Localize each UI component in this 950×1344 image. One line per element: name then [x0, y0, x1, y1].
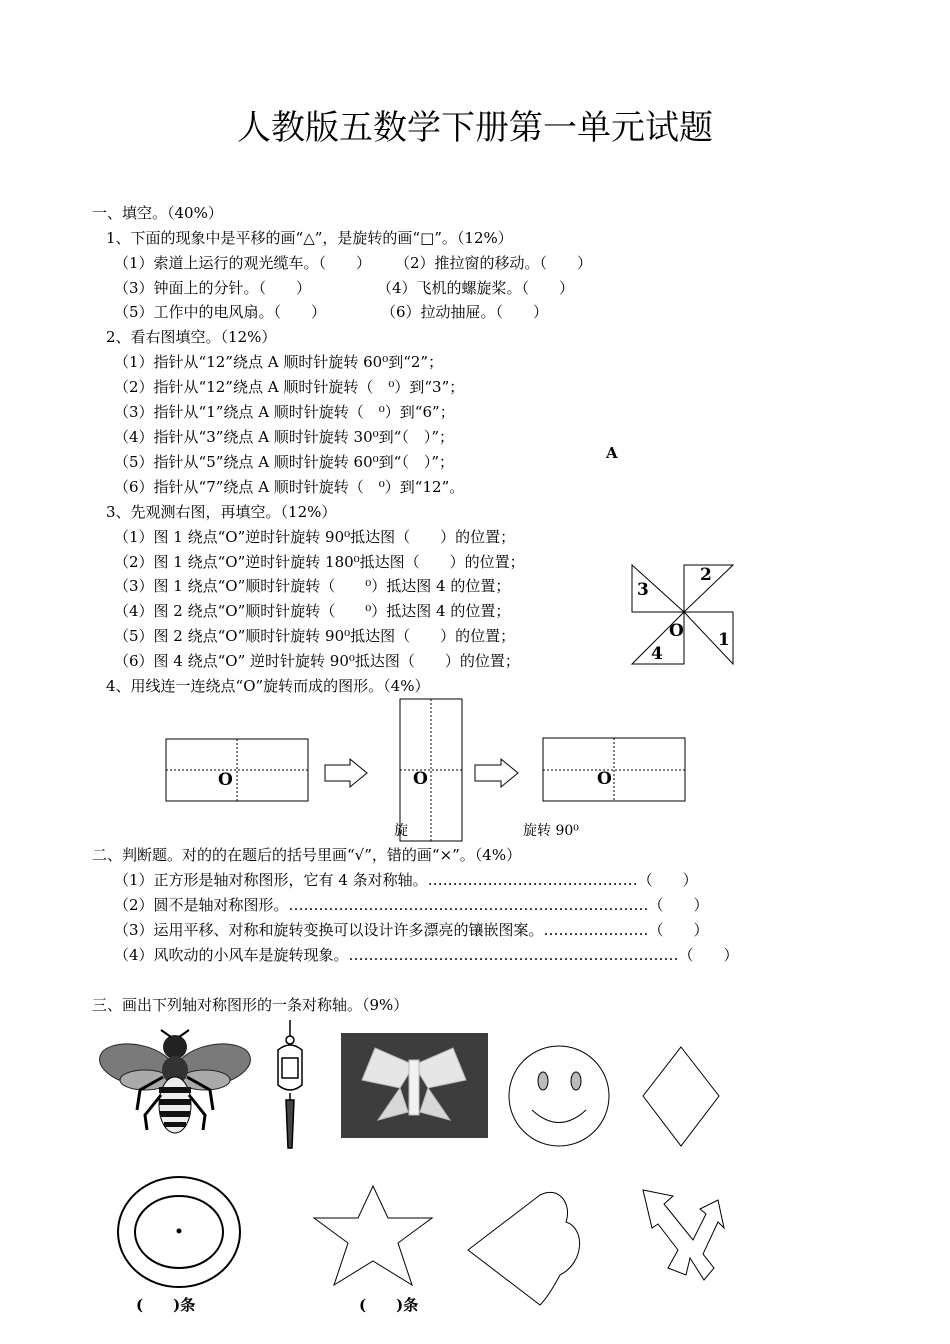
- q2-item-2: （2）指针从“12”绕点 A 顺时针旋转（ ⁰）到“3”；: [114, 378, 465, 396]
- q2-item-4: （4）指针从“3”绕点 A 顺时针旋转 30⁰到“（ ）”；: [114, 428, 454, 446]
- q1-item-5: （5）工作中的电风扇。（ ）: [114, 303, 327, 321]
- q2-item-5: （5）指针从“5”绕点 A 顺时针旋转 60⁰到“（ ）”；: [114, 453, 454, 471]
- q1-item-3: （3）钟面上的分针。（ ）: [114, 279, 312, 297]
- blank-count-2: ( )条: [359, 1296, 419, 1314]
- concentric-ellipses: [118, 1177, 240, 1287]
- rotation-caption-right: 旋转 90⁰: [523, 823, 579, 839]
- q2-prompt: 2、看右图填空。（12%）: [106, 328, 277, 346]
- arrow-1: [325, 759, 367, 787]
- section-2-heading: 二、判断题。对的的在题后的括号里画“√”，错的画“×”。（4%）: [92, 846, 522, 864]
- q3-item-3: （3）图 1 绕点“O”顺时针旋转（ ⁰）抵达图 4 的位置；: [114, 577, 511, 595]
- rotation-rect-2-center: O: [413, 769, 428, 789]
- q3-item-1: （1）图 1 绕点“O”逆时针旋转 90⁰抵达图（ ）的位置；: [114, 528, 516, 546]
- q1-item-6: （6）拉动抽屉。（ ）: [381, 303, 549, 321]
- section-1-heading: 一、填空。（40%）: [92, 204, 223, 222]
- rotation-rect-1-center: O: [218, 770, 233, 790]
- q1-prompt: 1、下面的现象中是平移的画“△”，是旋转的画“□”。（12%）: [106, 229, 513, 247]
- smiley-face: [509, 1046, 609, 1146]
- pinwheel-label-4: 4: [651, 644, 663, 664]
- lantern-picture: [278, 1020, 302, 1148]
- judge-item-3: （3）运用平移、对称和旋转变换可以设计许多漂亮的镶嵌图案。…………………（ ）: [114, 921, 709, 939]
- section-3-heading: 三、画出下列轴对称图形的一条对称轴。（9%）: [92, 996, 409, 1014]
- q2-item-3: （3）指针从“1”绕点 A 顺时针旋转（ ⁰）到“6”；: [114, 403, 455, 421]
- rotation-rect-3: [543, 738, 685, 801]
- pinwheel-label-3: 3: [637, 580, 649, 600]
- q1-item-2: （2）推拉窗的移动。（ ）: [395, 254, 593, 272]
- q3-item-6: （6）图 4 绕点“O” 逆时针旋转 90⁰抵达图（ ）的位置；: [114, 652, 520, 670]
- q3-prompt: 3、先观测右图，再填空。（12%）: [106, 503, 337, 521]
- pinwheel-label-2: 2: [700, 565, 712, 585]
- judge-item-2: （2）圆不是轴对称图形。………………………………………………………………（ ）: [114, 896, 709, 914]
- q1-item-1: （1）索道上运行的观光缆车。（ ）: [114, 254, 372, 272]
- rotation-rect-2: [400, 699, 462, 841]
- q3-item-5: （5）图 2 绕点“O”顺时针旋转 90⁰抵达图（ ）的位置；: [114, 627, 516, 645]
- clock-center-label: A: [606, 444, 618, 462]
- q3-item-4: （4）图 2 绕点“O”顺时针旋转（ ⁰）抵达图 4 的位置；: [114, 602, 511, 620]
- arrow-h-shape: [643, 1190, 724, 1280]
- judge-item-1: （1）正方形是轴对称图形，它有 4 条对称轴。……………………………………（ ）: [114, 871, 698, 889]
- q4-prompt: 4、用线连一连绕点“O”旋转而成的图形。（4%）: [106, 677, 430, 695]
- star-shape: [314, 1186, 432, 1285]
- rotation-caption-left: 旋: [394, 823, 408, 839]
- arrow-2: [475, 759, 518, 787]
- butterfly-photo: [341, 1033, 488, 1138]
- judge-item-4: （4）风吹动的小风车是旋转现象。…………………………………………………………（ ）: [114, 946, 739, 964]
- q2-item-1: （1）指针从“12”绕点 A 顺时针旋转 60⁰到“2”；: [114, 353, 444, 371]
- q3-item-2: （2）图 1 绕点“O”逆时针旋转 180⁰抵达图（ ）的位置；: [114, 553, 525, 571]
- q1-item-4: （4）飞机的螺旋桨。（ ）: [377, 279, 575, 297]
- blank-count-1: ( )条: [136, 1296, 196, 1314]
- page-title: 人教版五数学下册第一单元试题: [237, 108, 713, 148]
- pinwheel-center-label: O: [669, 621, 684, 641]
- diamond-shape: [643, 1047, 719, 1146]
- heart-shape: [468, 1192, 580, 1305]
- rotation-rect-1: [166, 739, 308, 801]
- pinwheel-label-1: 1: [718, 630, 730, 650]
- rotation-rect-3-center: O: [597, 769, 612, 789]
- q2-item-6: （6）指针从“7”绕点 A 顺时针旋转（ ⁰）到“12”。: [114, 478, 465, 496]
- bee-picture: [96, 1030, 255, 1133]
